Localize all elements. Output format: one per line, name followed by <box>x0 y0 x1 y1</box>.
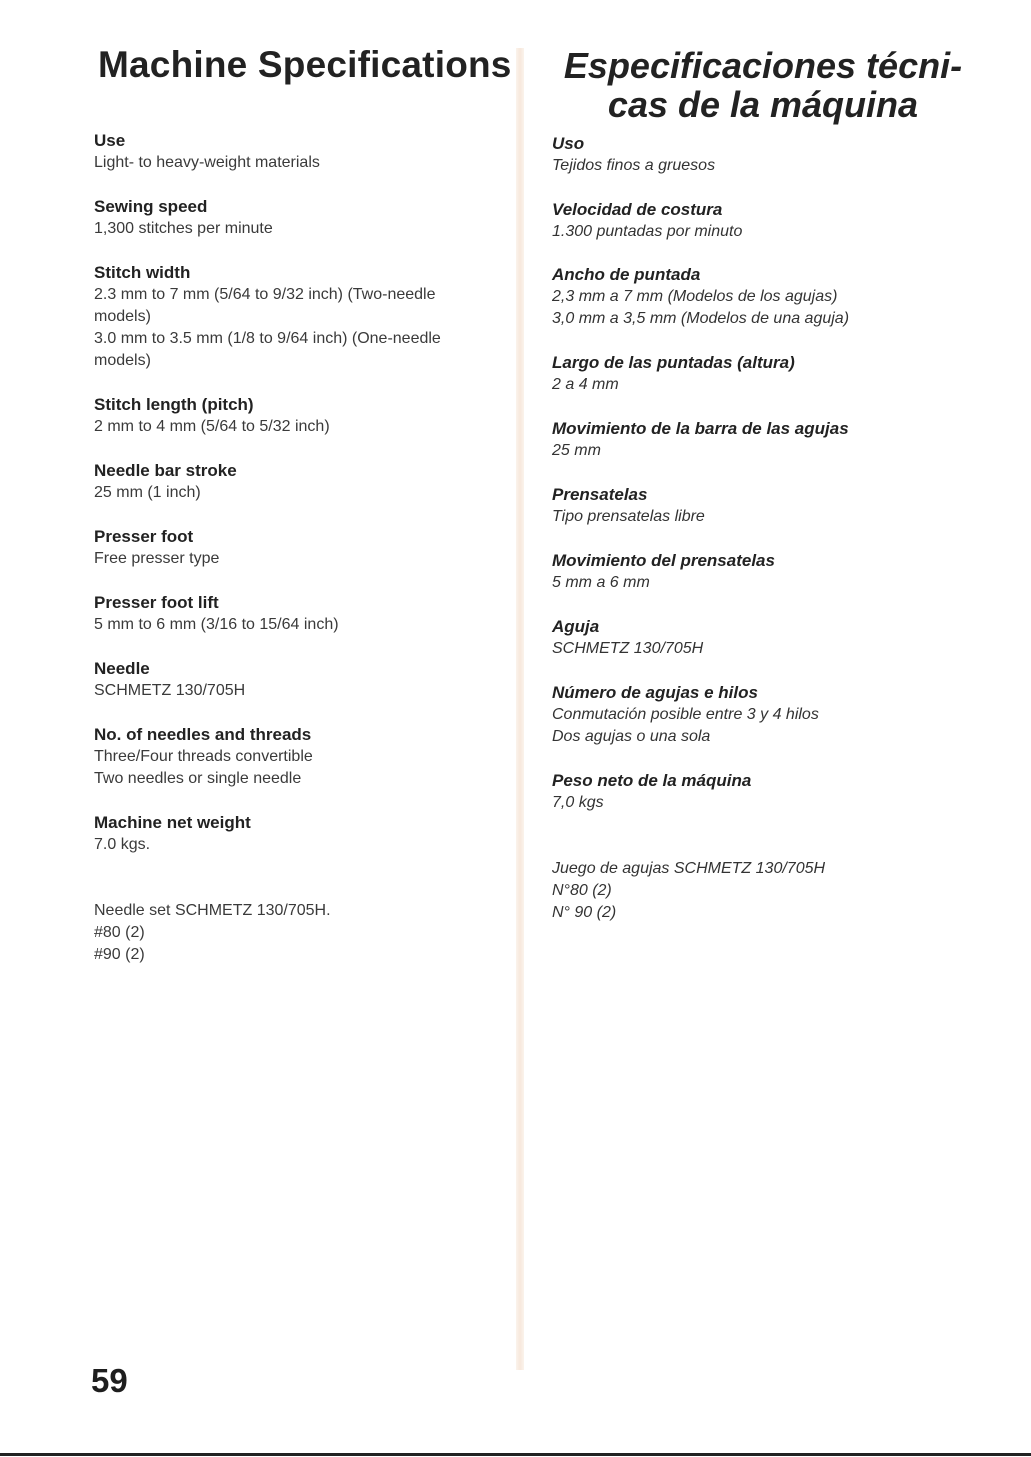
spec-numero-agujas-hilos <box>552 682 819 748</box>
spec-stitch-length <box>94 394 330 438</box>
spec-use <box>94 130 320 174</box>
spec-heading: Número de agujas e hilos <box>552 683 758 702</box>
needle-set-line: Needle set SCHMETZ 130/705H. <box>94 902 331 919</box>
spec-heading: Machine net weight <box>94 813 251 832</box>
spec-largo-de-las-puntadas <box>552 352 795 396</box>
page-title-spanish-line1: Especificaciones técni- <box>563 45 963 86</box>
spec-value: 3,0 mm a 3,5 mm (Modelos de una aguja) <box>552 310 850 327</box>
spec-heading: Largo de las puntadas (altura) <box>552 353 795 372</box>
spec-value: 5 mm a 6 mm <box>552 574 650 591</box>
spec-value: Free presser type <box>94 550 220 567</box>
needle-set-line: N° 90 (2) <box>552 904 617 921</box>
needle-set-line: #80 (2) <box>94 924 145 941</box>
spec-value: Conmutación posible entre 3 y 4 hilos <box>552 706 819 723</box>
spec-heading: Sewing speed <box>94 197 208 216</box>
spec-heading: Prensatelas <box>552 485 648 504</box>
spec-needles-and-threads <box>94 724 313 790</box>
spec-ancho-de-puntada <box>552 264 849 330</box>
center-divider <box>516 48 524 1370</box>
spec-stitch-width <box>94 262 441 372</box>
spec-heading: Stitch length (pitch) <box>94 395 254 414</box>
spec-value: Dos agujas o una sola <box>552 728 711 745</box>
spec-value: 25 mm <box>552 442 601 459</box>
spec-value: Three/Four threads convertible <box>94 748 313 765</box>
page-number: 59 <box>91 1362 128 1399</box>
needle-set-line: N°80 (2) <box>552 882 612 899</box>
spec-heading: Movimiento de la barra de las agujas <box>552 419 849 438</box>
needle-set-line: Juego de agujas SCHMETZ 130/705H <box>552 860 826 877</box>
needle-set-line: #90 (2) <box>94 946 145 963</box>
spec-heading: Ancho de puntada <box>552 265 701 284</box>
spec-value: 1.300 puntadas por minuto <box>552 223 743 240</box>
spec-heading: Needle bar stroke <box>94 461 237 480</box>
spec-value: 7.0 kgs. <box>94 836 151 853</box>
spec-value: 2.3 mm to 7 mm (5/64 to 9/32 inch) (Two-needle <box>94 286 436 303</box>
spec-aguja <box>552 616 703 660</box>
spec-prensatelas <box>552 484 705 528</box>
spec-heading: No. of needles and threads <box>94 725 312 744</box>
spec-heading: Stitch width <box>94 263 191 282</box>
spec-value: 25 mm (1 inch) <box>94 484 201 501</box>
spec-heading: Movimiento del prensatelas <box>552 551 775 570</box>
needle-set-english <box>94 900 331 966</box>
bottom-rule <box>0 1453 1031 1456</box>
spec-movimiento-prensatelas <box>552 550 775 594</box>
spec-uso <box>552 133 715 177</box>
spec-value: 5 mm to 6 mm (3/16 to 15/64 inch) <box>94 616 339 633</box>
spec-heading: Aguja <box>552 617 600 636</box>
spec-value: 2 mm to 4 mm (5/64 to 5/32 inch) <box>94 418 330 435</box>
spec-heading: Uso <box>552 134 585 153</box>
spec-value: Tejidos finos a gruesos <box>552 157 716 174</box>
spec-value: 7,0 kgs <box>552 794 604 811</box>
spec-value: Light- to heavy-weight materials <box>94 154 320 171</box>
spec-value: 2 a 4 mm <box>552 376 619 393</box>
spec-heading: Presser foot <box>94 527 194 546</box>
spec-machine-net-weight <box>94 812 251 856</box>
spec-movimiento-barra-agujas <box>552 418 849 462</box>
page-title-spanish-line2: cas de la máquina <box>607 84 919 125</box>
spec-value: Two needles or single needle <box>94 770 302 787</box>
spec-needle-bar-stroke <box>94 460 237 504</box>
spec-sewing-speed <box>94 196 273 240</box>
spec-heading: Velocidad de costura <box>552 200 723 219</box>
spec-heading: Peso neto de la máquina <box>552 771 752 790</box>
spec-heading: Presser foot lift <box>94 593 219 612</box>
spec-heading: Needle <box>94 659 150 678</box>
spec-needle <box>94 658 245 702</box>
spec-presser-foot-lift <box>94 592 339 636</box>
spec-value: 3.0 mm to 3.5 mm (1/8 to 9/64 inch) (One-needle <box>94 330 441 347</box>
page-title-spanish <box>558 46 968 124</box>
spec-presser-foot <box>94 526 219 570</box>
spec-value: models) <box>94 352 151 369</box>
spec-value: SCHMETZ 130/705H <box>94 682 246 699</box>
spec-value: SCHMETZ 130/705H <box>552 640 704 657</box>
spec-value: 1,300 stitches per minute <box>94 220 273 237</box>
spec-peso-neto <box>552 770 751 814</box>
spec-velocidad-de-costura <box>552 199 742 243</box>
page-title-english: Machine Specifications <box>98 44 512 85</box>
spec-value: 2,3 mm a 7 mm (Modelos de los agujas) <box>552 288 838 305</box>
spec-heading: Use <box>94 131 126 150</box>
needle-set-spanish <box>552 858 825 924</box>
spec-value: Tipo prensatelas libre <box>552 508 705 525</box>
spec-value: models) <box>94 308 151 325</box>
